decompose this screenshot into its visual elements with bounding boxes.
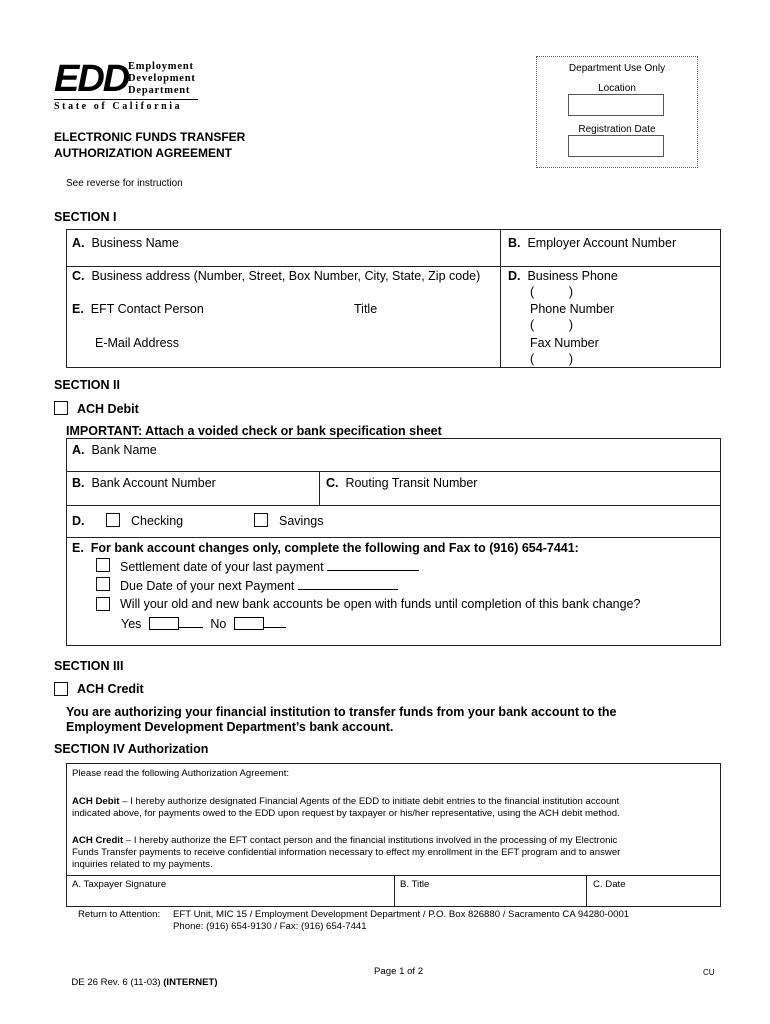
section-1-heading: SECTION I [54,210,117,224]
instruction-note: See reverse for instruction [66,178,183,189]
signature-date-field[interactable]: C. Date [593,879,626,890]
credit-text-3: inquiries related to my payments. [72,859,213,870]
no-answer-box[interactable] [234,617,264,630]
no-label: No [210,617,227,631]
section-3-heading: SECTION III [54,659,124,673]
eft-contact-field[interactable] [72,302,204,316]
department-use-title: Department Use Only [568,63,666,74]
debit-text-1: – I hereby authorize designated Financial Agents of the EDD to initiate debit entries to the financial institution account [119,796,620,807]
signer-title-field[interactable]: B. Title [400,879,430,890]
form-tag: (INTERNET) [163,977,218,988]
section-1-row-line [66,266,721,267]
business-phone-parens: ( ) [530,285,574,299]
logo-line-1: Employment [128,61,194,72]
ach-debit-terms [72,796,620,820]
bank-row-line-2 [66,505,721,506]
no-answer-line [264,616,286,628]
bank-letter-b: B. [72,476,85,490]
registration-date-label: Registration Date [578,124,656,135]
bank-account-label: Bank Account Number [91,476,216,490]
checking-checkbox[interactable] [106,513,120,527]
business-phone-field[interactable] [508,269,618,283]
important-note: IMPORTANT: Attach a voided check or bank specification sheet [66,424,442,438]
bank-account-field[interactable] [72,476,216,490]
routing-transit-field[interactable] [326,476,477,490]
ach-debit-checkbox[interactable] [54,401,68,415]
form-identifier [66,966,218,988]
bank-letter-a: A. [72,443,85,457]
return-attention-label: Return to Attention: [78,909,161,920]
bank-row-line-3 [66,537,721,538]
read-agreement-line: Please read the following Authorization Agreement: [72,768,290,779]
business-address-field[interactable] [72,269,480,283]
credit-statement-line-2: Employment Development Department’s bank account. [66,720,394,734]
letter-e: E. [72,302,84,316]
ach-credit-label: ACH Credit [77,682,144,696]
business-address-label: Business address (Number, Street, Box Number, City, State, Zip code) [91,269,481,283]
email-label[interactable]: E-Mail Address [95,336,180,350]
logo-letters: EDD [54,58,129,100]
section-2-heading: SECTION II [54,378,120,392]
form-id: DE 26 Rev. 6 (11-03) [71,977,164,988]
settlement-label: Settlement date of your last payment [120,560,324,574]
bank-col-divider [319,471,320,505]
checking-label: Checking [131,514,184,528]
bank-change-label: For bank account changes only, complete the following and Fax to (916) 654-7441: [90,541,579,555]
credit-text-1: – I hereby authorize the EFT contact person and the financial institutions involved in the processing of my Electronic [123,835,618,846]
bank-row-line-1 [66,471,721,472]
fax-number-parens: ( ) [530,352,574,366]
bank-name-field[interactable] [72,443,157,457]
section-4-heading: SECTION IV Authorization [54,742,209,756]
accounts-open-checkbox[interactable] [96,597,110,611]
settlement-date-line[interactable] [327,559,419,571]
logo-line-2: Development [128,73,196,84]
edd-logo [54,58,204,114]
contact-title-label[interactable]: Title [354,302,378,316]
bank-letter-d: D. [72,514,85,528]
taxpayer-signature-field[interactable]: A. Taxpayer Signature [72,879,167,890]
letter-c: C. [72,269,85,283]
yes-no-row [121,616,286,631]
form-title-line-1: ELECTRONIC FUNDS TRANSFER [54,130,246,144]
form-title-line-2: AUTHORIZATION AGREEMENT [54,146,232,160]
location-label: Location [598,83,636,94]
routing-transit-label: Routing Transit Number [345,476,478,490]
logo-line-3: Department [128,85,191,96]
ach-debit-label: ACH Debit [77,402,139,416]
ach-credit-checkbox[interactable] [54,682,68,696]
ach-credit-term: ACH Credit [72,835,124,846]
debit-text-2: indicated above, for payments owed to the EDD upon request by taxpayer or his/her representative, using the ACH debit method. [72,808,620,819]
letter-b: B. [508,236,521,250]
state-line: State of California [54,101,183,112]
employer-account-field[interactable] [508,236,676,250]
ach-credit-terms [72,835,620,871]
signature-divider-1 [394,875,395,907]
bank-letter-e: E. [72,541,84,555]
bank-name-label: Bank Name [91,443,157,457]
bank-letter-c: C. [326,476,339,490]
return-address-line-2: Phone: (916) 654-9130 / Fax: (916) 654-7441 [173,921,367,932]
credit-text-2: Funds Transfer payments to receive confidential information necessary to effect my enrollment in the EFT program and to answer [72,847,621,858]
ach-debit-term: ACH Debit [72,796,120,807]
return-address-line-1: EFT Unit, MIC 15 / Employment Development Department / P.O. Box 826880 / Sacramento CA 94280-0001 [173,909,630,920]
due-date-checkbox[interactable] [96,577,110,591]
credit-statement-line-1: You are authorizing your financial institution to transfer funds from your bank account to the [66,705,617,719]
eft-contact-label: EFT Contact Person [90,302,204,316]
phone-number-parens: ( ) [530,318,574,332]
due-date-line[interactable] [298,578,398,590]
fax-number-label[interactable]: Fax Number [530,336,599,350]
footer-code: CU [703,968,715,977]
settlement-checkbox[interactable] [96,558,110,572]
location-field[interactable] [568,94,664,116]
savings-checkbox[interactable] [254,513,268,527]
business-name-field[interactable] [72,236,179,250]
business-phone-label: Business Phone [527,269,618,283]
yes-label: Yes [121,617,142,631]
savings-label: Savings [279,514,324,528]
page-number: Page 1 of 2 [374,966,424,977]
registration-date-field[interactable] [568,135,664,157]
bank-change-heading [72,541,579,555]
signature-divider-2 [586,875,587,907]
accounts-open-question: Will your old and new bank accounts be open with funds until completion of this bank change? [120,597,641,611]
letter-d: D. [508,269,521,283]
letter-a: A. [72,236,85,250]
section-1-divider [500,229,501,368]
business-name-label: Business Name [91,236,179,250]
yes-answer-line [179,616,203,628]
due-date-row [120,578,398,593]
due-date-label: Due Date of your next Payment [120,579,295,593]
settlement-row [120,559,419,574]
employer-account-label: Employer Account Number [527,236,677,250]
yes-answer-box[interactable] [149,617,179,630]
phone-number-label[interactable]: Phone Number [530,302,615,316]
